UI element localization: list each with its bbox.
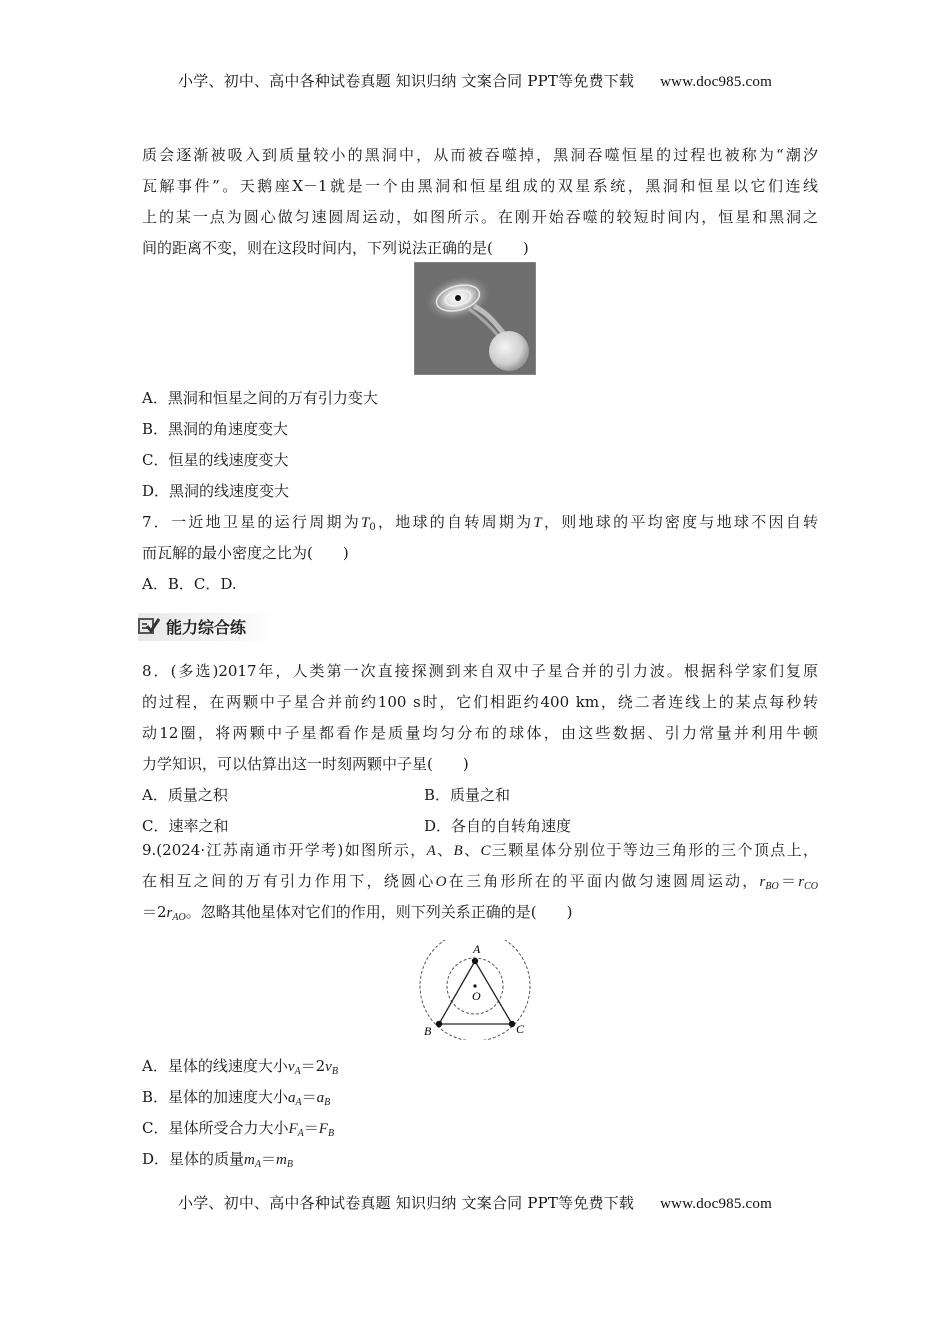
q9-mb-sub: B [286, 1159, 293, 1170]
q8-line-1: 8．(多选)2017年，人类第一次直接探测到来自双中子星合并的引力波。根据科学家们复原 [142, 662, 818, 680]
q9-r-co-sub: CO [804, 881, 818, 892]
q9-ma: m [244, 1152, 255, 1168]
q9-fa-sub: A [297, 1128, 304, 1139]
q9-source: 9.(2024·江苏南通市开学考)如图所示， [142, 841, 427, 859]
q8-options-row-1 [142, 780, 818, 811]
q6-line-4: 间的距离不变，则在这段时间内，下列说法正确的是( ) [142, 239, 529, 257]
q6-line-3: 上的某一点为圆心做匀速圆周运动，如图所示。在刚开始吞噬的较短时间内，恒星和黑洞之 [142, 208, 818, 226]
q6-line-1: 质会逐渐被吸入到质量较小的黑洞中，从而被吞噬掉，黑洞吞噬恒星的过程也被称为“潮汐 [142, 146, 818, 164]
label-b: B [424, 1024, 432, 1038]
q8-option-a[interactable]: A．质量之积 [142, 786, 228, 804]
q7-text-1: 7．一近地卫星的运行周期为 [142, 513, 361, 531]
q7-line-1 [142, 507, 818, 538]
q9-line-1-end: 三颗星体分别位于等边三角形的三个顶点上， [490, 841, 818, 859]
q6-stem [142, 140, 818, 264]
black-hole-star-image [414, 262, 536, 375]
page-header [0, 70, 950, 91]
q9-line-3-start: ＝2 [142, 903, 167, 921]
q9-option-b[interactable] [142, 1082, 818, 1113]
q7-text-3: ，则地球的平均密度与地球不因自转 [541, 513, 818, 531]
q9-line-3 [142, 897, 818, 928]
q7 [142, 507, 818, 600]
q8-option-d[interactable]: D．各自的自转角速度 [424, 817, 572, 835]
q9-fa: F [288, 1121, 298, 1137]
q9-star-c: C [480, 843, 491, 859]
q9-r-bo: r [759, 874, 766, 890]
q9-vb-sub: B [331, 1066, 338, 1077]
q9-sep-1: 、 [435, 841, 454, 859]
q9-ab-sub: B [324, 1097, 331, 1108]
q9-options [142, 1051, 818, 1175]
label-c: C [516, 1022, 525, 1036]
label-o: O [472, 989, 481, 1003]
q9-option-d[interactable] [142, 1144, 818, 1175]
q6-option-c[interactable]: C．恒星的线速度变大 [142, 451, 289, 469]
q9-option-a-eq: ＝2 [300, 1057, 326, 1075]
checklist-icon [138, 616, 160, 636]
q9-equals: ＝ [778, 872, 799, 890]
page-footer [0, 1192, 950, 1213]
q9-mb: m [276, 1152, 287, 1168]
q7-t0-subscript: 0 [369, 522, 376, 533]
q9-r-bo-sub: BO [765, 881, 779, 892]
q9-option-d-text: D．星体的质量 [142, 1150, 245, 1168]
section-heading [138, 611, 274, 641]
triangle-orbit-diagram [418, 940, 538, 1040]
q7-text-2: ，地球的自转周期为 [375, 513, 534, 531]
q9-option-a-text: A．星体的线速度大小 [142, 1057, 288, 1075]
q9-option-c[interactable] [142, 1113, 818, 1144]
q9-line-2 [142, 866, 818, 897]
star-a-dot [472, 958, 478, 964]
q8-line-4: 力学知识，可以估算出这一时刻两颗中子星( ) [142, 755, 469, 773]
q9-r-ao-sub: AO [172, 912, 186, 923]
q8-option-b[interactable]: B．质量之和 [424, 786, 511, 804]
q8-option-c[interactable]: C．速率之和 [142, 817, 229, 835]
q9-r-ao: r [166, 905, 173, 921]
q9-fb-sub: B [327, 1128, 335, 1139]
q9-option-c-eq: ＝ [303, 1119, 319, 1137]
q9-star-a: A [426, 843, 436, 859]
q7-period-t0: T [361, 515, 370, 531]
q6-option-d[interactable]: D．黑洞的线速度变大 [142, 482, 290, 500]
q8-line-3: 动12圈，将两颗中子星都看作是质量均匀分布的球体，由这些数据、引力常量并利用牛顿 [142, 724, 818, 742]
q9-option-a[interactable] [142, 1051, 818, 1082]
star-c-dot [509, 1021, 515, 1027]
center-dot [473, 984, 476, 987]
q9-center-o: O [435, 874, 447, 890]
q6-line-2: 瓦解事件”。天鹅座X－1就是一个由黑洞和恒星组成的双星系统，黑洞和恒星以它们连线 [142, 177, 818, 195]
header-text: 小学、初中、高中各种试卷真题 知识归纳 文案合同 PPT等免费下载 [178, 72, 635, 90]
label-a: A [473, 942, 481, 956]
q7-period-t: T [533, 515, 542, 531]
footer-text: 小学、初中、高中各种试卷真题 知识归纳 文案合同 PPT等免费下载 [178, 1194, 635, 1212]
footer-url[interactable]: www.doc985.com [660, 1196, 772, 1212]
q9-aa: a [288, 1090, 296, 1106]
q9-line-1 [142, 835, 818, 866]
q9-line-3-end: 。忽略其他星体对它们的作用，则下列关系正确的是( ) [185, 903, 573, 921]
q9-line-2-mid: 在三角形所在的平面内做匀速圆周运动， [446, 872, 760, 890]
q9-option-c-text: C．星体所受合力大小 [142, 1119, 289, 1137]
q9-option-b-eq: ＝ [301, 1088, 317, 1106]
q9-line-2-start: 在相互之间的万有引力作用下，绕圆心 [142, 872, 436, 890]
q9-option-d-eq: ＝ [260, 1150, 276, 1168]
q9-fb: F [318, 1121, 328, 1137]
q9-va-sub: A [294, 1066, 301, 1077]
q6-option-b[interactable]: B．黑洞的角速度变大 [142, 420, 289, 438]
q9-ma-sub: A [254, 1159, 261, 1170]
q9-star-b: B [453, 843, 463, 859]
q7-line-2: 而瓦解的最小密度之比为( ) [142, 544, 349, 562]
q6-options [142, 383, 818, 507]
q9-option-b-text: B．星体的加速度大小 [142, 1088, 289, 1106]
header-url[interactable]: www.doc985.com [660, 74, 772, 90]
q9-r-co: r [798, 874, 805, 890]
q9-va: v [287, 1059, 295, 1075]
section-title: 能力综合练 [166, 617, 247, 637]
q9 [142, 835, 818, 928]
q8-line-2: 的过程，在两颗中子星合并前约100 s时，它们相距约400 km，绕二者连线上的某点每秒转 [142, 693, 818, 711]
q8 [142, 656, 818, 842]
q9-vb: v [325, 1059, 332, 1075]
q9-aa-sub: A [295, 1097, 302, 1108]
star-b-dot [436, 1021, 442, 1027]
q7-options[interactable]: A．B．C．D. [142, 575, 237, 593]
q9-ab: a [316, 1090, 325, 1106]
q9-sep-2: 、 [462, 841, 481, 859]
q6-option-a[interactable]: A．黑洞和恒星之间的万有引力变大 [142, 389, 378, 407]
